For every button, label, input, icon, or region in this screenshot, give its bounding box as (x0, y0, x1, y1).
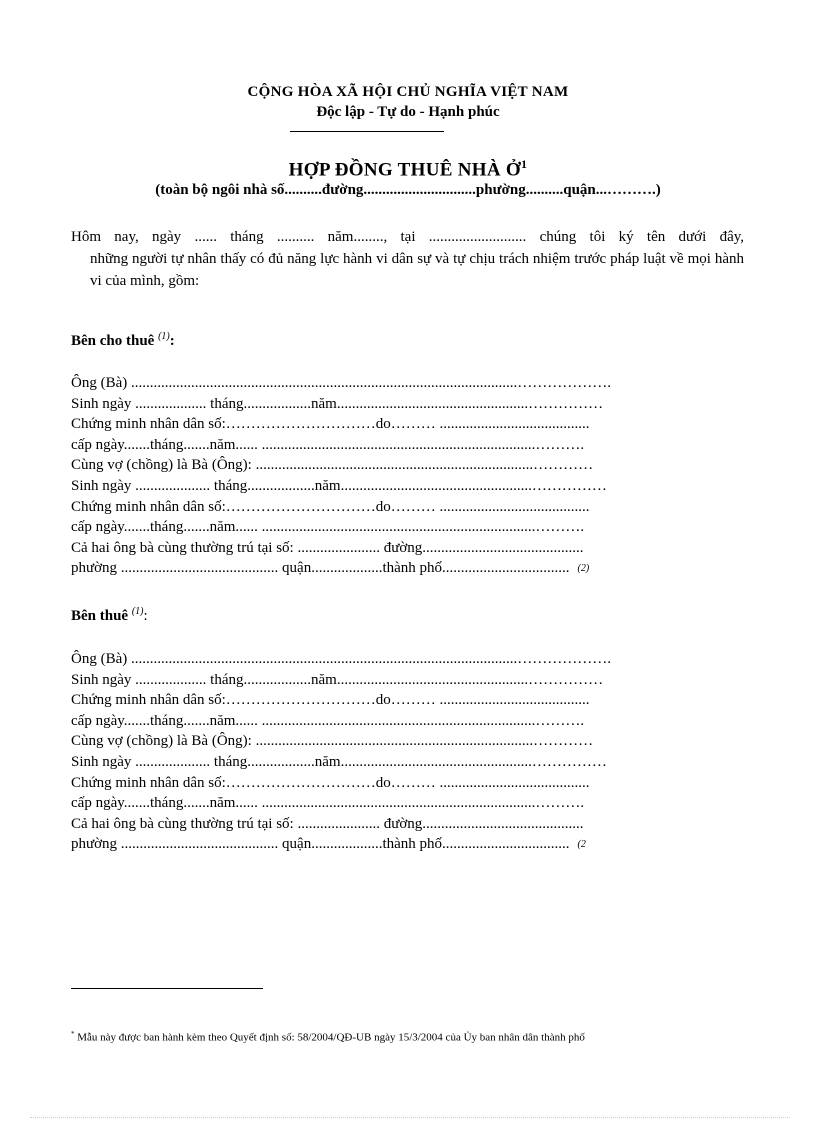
lessor-field-spouse-id-date: cấp ngày.......tháng.......năm...... .........................................................................………. (71, 519, 585, 536)
intro-rest: những người tự nhân thấy có đủ năng lực hành vi dân sự và tự chịu trách nhiệm trước pháp luật về mọi hành vi của mình, gồm: (90, 251, 744, 289)
lessor-ward-text: phường .......................................... quận...................thành phố.................................. (71, 560, 570, 577)
title-footnote-ref: 1 (521, 157, 528, 171)
lessee-ward-text: phường .......................................... quận...................thành phố.................................. (71, 836, 570, 853)
footnote-mark: * (71, 1030, 75, 1038)
lessee-heading-colon: : (143, 608, 148, 624)
contract-subtitle: (toàn bộ ngôi nhà số..........đường..............................phường..........quận...……….) (155, 182, 661, 198)
lessor-field-id: Chứng minh nhân dân số:…………………………do……… ........................................ (71, 416, 590, 433)
lessee-field-spouse-id: Chứng minh nhân dân số:…………………………do……… ........................................ (71, 774, 590, 791)
lessor-field-spouse: Cùng vợ (chồng) là Bà (Ông): ..........................................................................………… (71, 457, 594, 474)
lessee-field-residence: Cả hai ông bà cùng thường trú tại số: ...................... đường........................................... (71, 815, 584, 832)
footnote-divider (71, 988, 263, 989)
lessor-field-birth: Sinh ngày ................... tháng..................năm...................................................…………… (71, 395, 604, 412)
lessee-ward-ref: (2 (577, 839, 586, 851)
footnote-text: Mẫu này được ban hành kèm theo Quyết định số: 58/2004/QĐ-UB ngày 15/3/2004 của Ủy ban nhân dân thành phố (74, 1031, 585, 1044)
lessor-field-ward (71, 558, 651, 580)
lessor-field-name: Ông (Bà) .......................................................................................................………………. (71, 375, 611, 391)
lessor-field-spouse-birth: Sinh ngày .................... tháng..................năm...................................................…………… (71, 477, 607, 494)
motto-underline (290, 131, 444, 132)
national-motto: Độc lập - Tự do - Hạnh phúc (316, 104, 500, 120)
lessee-heading-ref: (1) (131, 606, 144, 617)
intro-line-1: Hôm nay, ngày ...... tháng .......... năm........, tại .......................... chúng tôi ký tên dưới đây, (71, 229, 744, 245)
lessor-field-spouse-id: Chứng minh nhân dân số:…………………………do……… ........................................ (71, 498, 590, 515)
lessor-fields (71, 373, 651, 580)
lessor-ward-ref: (2) (577, 563, 590, 575)
lessor-field-residence: Cả hai ông bà cùng thường trú tại số: ...................... đường........................................... (71, 539, 584, 556)
lessor-field-id-date: cấp ngày.......tháng.......năm...... .........................................................................………. (71, 436, 585, 453)
lessee-field-id: Chứng minh nhân dân số:…………………………do……… ........................................ (71, 692, 590, 709)
lessee-fields (71, 649, 651, 856)
lessee-field-name: Ông (Bà) .......................................................................................................………………. (71, 651, 611, 667)
lessor-heading-ref: (1) (158, 331, 170, 342)
lessee-field-spouse: Cùng vợ (chồng) là Bà (Ông): ..........................................................................………… (71, 733, 594, 750)
lessee-field-ward (71, 834, 651, 856)
page-bottom-dotted-border (30, 1117, 790, 1118)
contract-title-text: HỢP ĐỒNG THUÊ NHÀ Ở (288, 159, 521, 181)
lessor-heading-text: Bên cho thuê (71, 333, 155, 349)
footnote (71, 1030, 585, 1044)
lessee-field-birth: Sinh ngày ................... tháng..................năm...................................................…………… (71, 671, 604, 688)
lessee-field-spouse-birth: Sinh ngày .................... tháng..................năm...................................................…………… (71, 753, 607, 770)
contract-title (0, 157, 816, 181)
lessor-heading (71, 331, 175, 350)
national-title: CỘNG HÒA XÃ HỘI CHỦ NGHĨA VIỆT NAM (247, 84, 569, 100)
lessee-field-spouse-id-date: cấp ngày.......tháng.......năm...... .........................................................................………. (71, 795, 585, 812)
lessee-field-id-date: cấp ngày.......tháng.......năm...... .........................................................................………. (71, 712, 585, 729)
lessee-heading (71, 606, 148, 625)
lessor-heading-colon: : (169, 333, 175, 349)
intro-paragraph (71, 226, 744, 292)
lessee-heading-text: Bên thuê (71, 608, 129, 624)
